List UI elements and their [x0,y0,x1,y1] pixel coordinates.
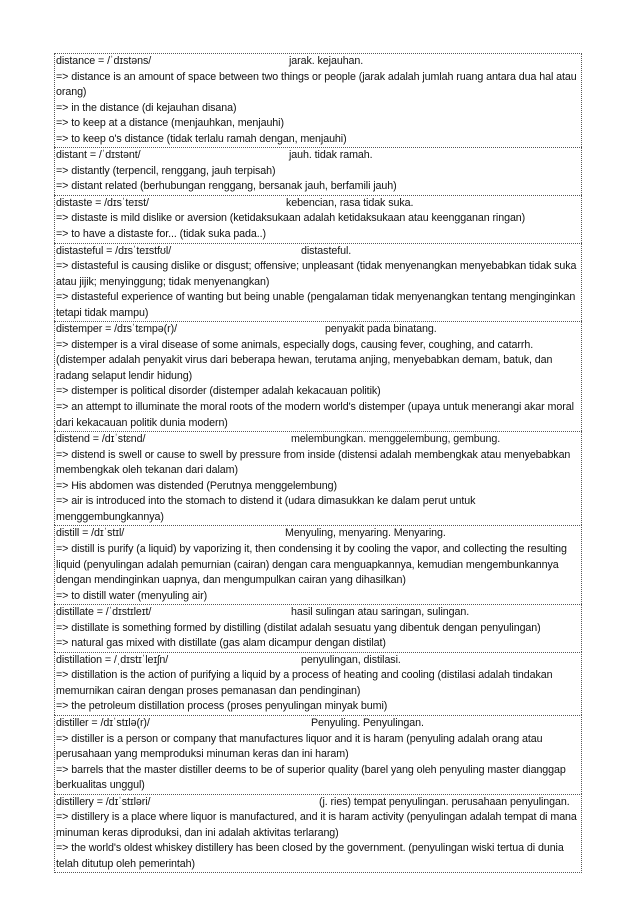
headword-pronunciation: distasteful = /dɪsˈteɪstfʊl/ [56,244,172,257]
example-line: => distillation is the action of purifying a liquid by a process of heating and cooling (distilasi adalah tindakan memurnikan cairan dengan proses pemanasan dan pendinginan) [56,669,553,697]
dictionary-entry [54,794,582,874]
dictionary-entry [54,321,582,431]
translation: jauh. tidak ramah. [289,149,373,162]
example-line: => to keep o's distance (tidak terlalu ramah dengan, menjauhi) [56,132,347,145]
dictionary-entry [54,147,582,195]
translation: hasil sulingan atau saringan, sulingan. [291,606,470,619]
dictionary-entry [54,525,582,604]
headword-pronunciation: distillation = /ˌdɪstɪˈleɪʃn/ [56,653,169,666]
headword-pronunciation: distend = /dɪˈstɛnd/ [56,433,146,446]
entry-header [56,716,580,732]
translation: kebencian, rasa tidak suka. [286,196,414,209]
example-line: => distemper is a viral disease of some animals, especially dogs, causing fever, coughing, and catarrh. (distemper adalah penyakit virus dari beberapa hewan, terutama anjing, menyebabkan demam, batuk, dan radang selaput lendir hidung) [56,338,553,382]
translation: Menyuling, menyaring. Menyaring. [285,527,446,540]
headword-pronunciation: distant = /ˈdɪstənt/ [56,149,141,162]
headword-pronunciation: distiller = /dɪˈstɪlə(r)/ [56,716,150,729]
entry-header [56,244,580,260]
example-line: => distantly (terpencil, renggang, jauh terpisah) [56,164,276,177]
example-line: => distillery is a place where liquor is manufactured, and it is haram activity (penyulingan adalah tempat di mana minuman keras diproduksi, dan ini adalah aktivitas terlarang) [56,811,577,839]
example-line: => distaste is mild dislike or aversion (ketidaksukaan adalah ketidaksukaan atau keengganan ringan) [56,212,526,225]
example-line: => His abdomen was distended (Perutnya menggelembung) [56,479,337,492]
translation: (j. ries) tempat penyulingan. perusahaan penyulingan. [319,795,570,808]
example-line: => distiller is a person or company that manufactures liquor and it is haram (penyuling adalah orang atau perusahaan yang memproduksi minuman keras dan ini haram) [56,732,543,761]
example-line: => in the distance (di kejauhan disana) [56,101,237,114]
example-line: => air is introduced into the stomach to distend it (udara dimasukkan ke dalam perut untuk menggembungkannya) [56,495,476,523]
translation: melembungkan. menggelembung, gembung. [291,433,501,446]
example-line: => to have a distaste for... (tidak suka pada..) [56,228,267,241]
headword-pronunciation: distill = /dɪˈstɪl/ [56,527,125,540]
dictionary-entry [54,243,582,322]
translation: distasteful. [301,244,352,257]
entry-header [56,148,580,164]
example-line: => distasteful is causing dislike or disgust; offensive; unpleasant (tidak menyenangkan menyebabkan tidak suka atau jijik; menyinggung; tidak menyenangkan) [56,260,577,288]
headword-pronunciation: distillate = /ˈdɪstɪleɪt/ [56,606,152,619]
dictionary-entry [54,53,582,147]
translation: jarak. kejauhan. [289,55,364,67]
entry-header [56,795,580,811]
entry-header [56,526,580,542]
translation: Penyuling. Penyulingan. [311,716,424,729]
example-line: => distemper is political disorder (distemper adalah kekacauan politik) [56,385,381,398]
example-line: => to distill water (menyuling air) [56,589,208,602]
headword-pronunciation: distance = /ˈdɪstəns/ [56,55,152,67]
headword-pronunciation: distemper = /dɪsˈtɛmpə(r)/ [56,323,177,336]
dictionary-page [54,53,582,873]
example-line: => natural gas mixed with distillate (gas alam dicampur dengan distilat) [56,637,386,650]
dictionary-entry [54,195,582,243]
dictionary-entry [54,715,582,794]
example-line: => the world's oldest whiskey distillery has been closed by the government. (penyulingan wiski tertua di dunia telah ditutup oleh pemerintah) [56,842,564,870]
example-line: => barrels that the master distiller deems to be of superior quality (barel yang oleh penyuling master dianggap berkualitas unggul) [56,763,566,792]
example-line: => an attempt to illuminate the moral roots of the modern world's distemper (upaya untuk menerangi akar moral dari kekacauan politik dunia modern) [56,401,574,429]
entry-header [56,322,580,338]
example-line: => distillate is something formed by distilling (distilat adalah sesuatu yang dibentuk dengan penyulingan) [56,621,541,634]
example-line: => distasteful experience of wanting but being unable (pengalaman tidak menyenangkan tentang menginginkan tetapi tidak mampu) [56,291,576,319]
example-line: => distant related (berhubungan renggang, bersanak jauh, berfamili jauh) [56,180,397,193]
example-line: => distill is purify (a liquid) by vaporizing it, then condensing it by cooling the vapor, and collecting the resulting liquid (penyulingan adalah pemurnian (cairan) dengan cara menguapkannya, kemudian mengembunkannya dengan mendinginkan uapnya, dan mengumpulkan cairan yang dihasilkan) [56,542,567,587]
dictionary-entry [54,652,582,715]
dictionary-entry [54,431,582,525]
entry-header [56,432,580,448]
example-line: => distance is an amount of space between two things or people (jarak adalah jumlah ruang antara dua hal atau orang) [56,70,577,99]
translation: penyulingan, distilasi. [301,653,401,666]
example-line: => the petroleum distillation process (proses penyulingan minyak bumi) [56,700,388,713]
dictionary-entry [54,604,582,652]
entry-header [56,605,580,621]
entry-header [56,196,580,212]
example-line: => to keep at a distance (menjauhkan, menjauhi) [56,117,284,130]
translation: penyakit pada binatang. [325,323,437,336]
entry-header [56,653,580,669]
headword-pronunciation: distaste = /dɪsˈteɪst/ [56,196,149,209]
headword-pronunciation: distillery = /dɪˈstɪləri/ [56,795,151,808]
example-line: => distend is swell or cause to swell by pressure from inside (distensi adalah membengkak atau menyebabkan membengkak oleh tekanan dari dalam) [56,448,571,477]
entry-header [56,54,580,70]
